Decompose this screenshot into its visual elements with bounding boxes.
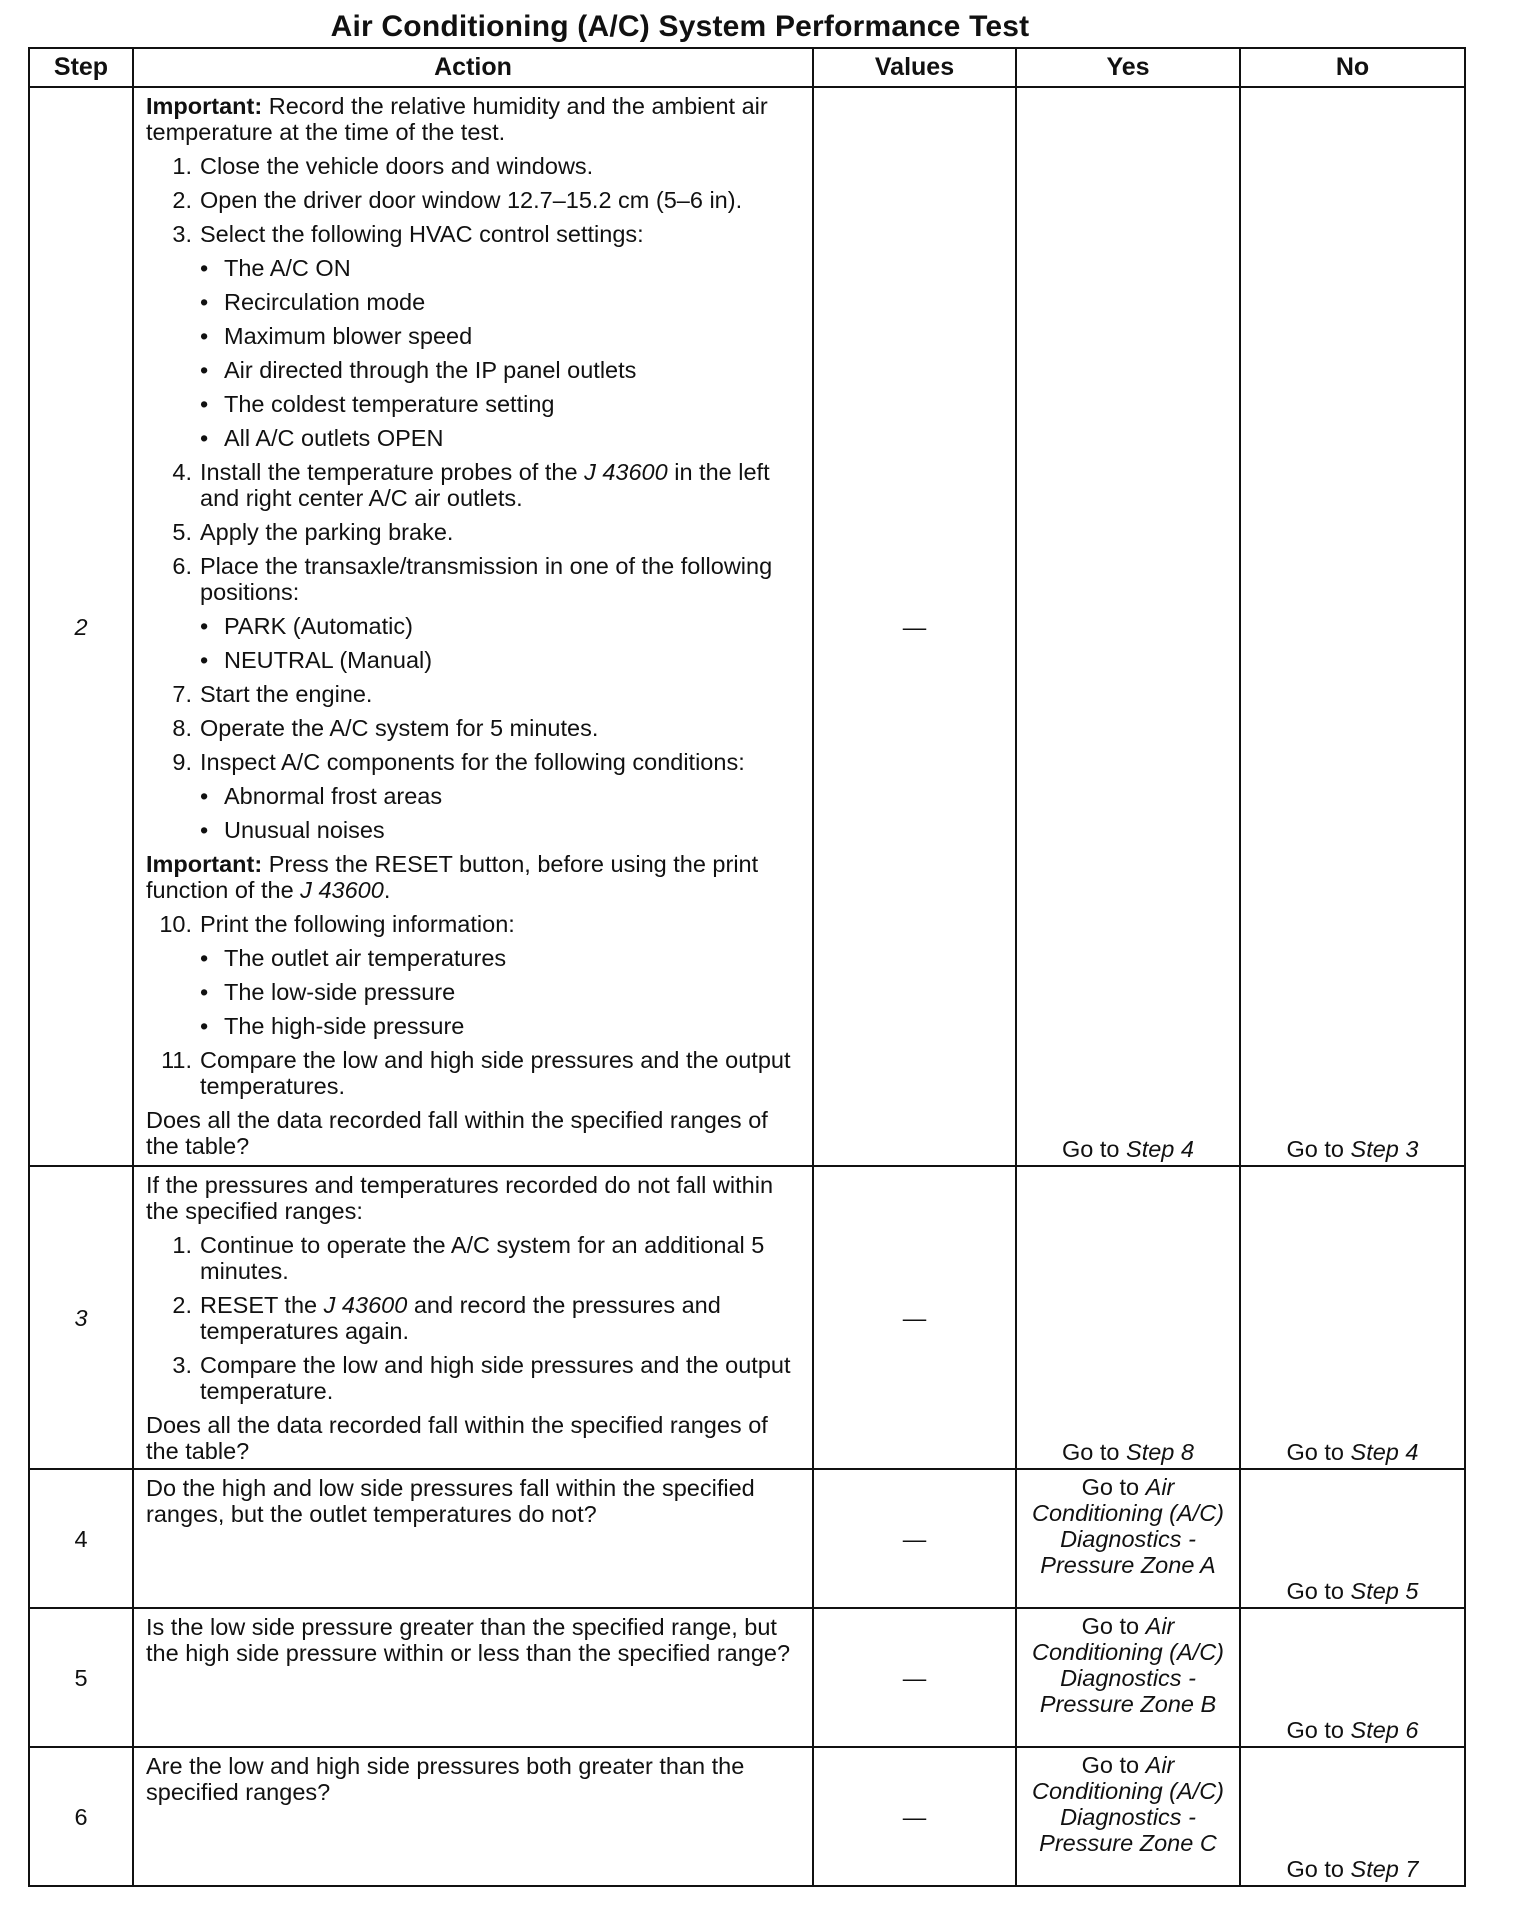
no-cell (1240, 1166, 1465, 1469)
item-number: 3. (172, 1352, 192, 1378)
bullet-text: NEUTRAL (Manual) (224, 647, 433, 673)
action-cell (133, 1469, 813, 1608)
bullet-item (146, 945, 804, 971)
diagnostic-table (28, 47, 1466, 1887)
list-item (146, 715, 804, 741)
important-label: Important: (146, 93, 263, 119)
yes-answer: Go to Air Conditioning (A/C) Diagnostics - Pressure Zone C (1031, 1752, 1224, 1856)
table-row (29, 1166, 1465, 1469)
bullet-text: PARK (Automatic) (224, 613, 413, 639)
item-number: 7. (172, 681, 192, 707)
values-dash: — (902, 1803, 927, 1830)
yes-answer: Go to Step 4 (1062, 1136, 1194, 1162)
bullet-item (146, 817, 804, 843)
bullet-item (146, 357, 804, 383)
bullet-icon: • (200, 391, 209, 417)
yes-answer: Go to Step 8 (1062, 1439, 1194, 1465)
step-link[interactable]: Step 6 (1350, 1717, 1419, 1743)
no-answer: Go to Step 5 (1286, 1578, 1419, 1604)
bullet-icon: • (200, 945, 209, 971)
page-title: Air Conditioning (A/C) System Performance Test (330, 10, 1030, 43)
bullet-text: The outlet air temperatures (224, 945, 507, 971)
item-number: 1. (172, 153, 192, 179)
item-number: 9. (172, 749, 192, 775)
item-text: Continue to operate the A/C system for an additional 5 minutes. (200, 1232, 765, 1284)
yes-cell (1016, 1469, 1240, 1608)
values-dash: — (902, 1304, 927, 1331)
step-link[interactable]: Step 7 (1350, 1856, 1419, 1882)
action-cell (133, 87, 813, 1166)
intro-text: If the pressures and temperatures recorded do not fall within the specified ranges: (146, 1172, 774, 1224)
no-cell (1240, 1608, 1465, 1747)
bullet-item (146, 255, 804, 281)
step-number: 6 (29, 1747, 133, 1886)
header-step: Step (29, 48, 133, 87)
table-row (29, 1469, 1465, 1608)
bullet-icon: • (200, 323, 209, 349)
header-values: Values (813, 48, 1016, 87)
bullet-icon: • (200, 255, 209, 281)
list-item (146, 1292, 804, 1344)
bullet-text: All A/C outlets OPEN (224, 425, 444, 451)
item-text: Operate the A/C system for 5 minutes. (200, 715, 599, 741)
step-link[interactable]: Step 5 (1350, 1578, 1419, 1604)
item-text: Compare the low and high side pressures and the output temperature. (200, 1352, 791, 1404)
list-item (146, 681, 804, 707)
values-dash: — (902, 1664, 927, 1691)
list-item (146, 1352, 804, 1404)
item-text: Install the temperature probes of the J 43600 in the left and right center A/C air outlets. (200, 459, 770, 511)
diagnostic-link[interactable]: Air Conditioning (A/C) Diagnostics - Pressure Zone A (1031, 1474, 1224, 1578)
bullet-text: The high-side pressure (224, 1013, 465, 1039)
bullet-item (146, 323, 804, 349)
question-text: Does all the data recorded fall within the specified ranges of the table? (146, 1412, 768, 1464)
header-yes: Yes (1016, 48, 1240, 87)
step-number: 2 (29, 87, 133, 1166)
item-number: 5. (172, 519, 192, 545)
step-number: 3 (29, 1166, 133, 1469)
action-cell (133, 1608, 813, 1747)
table-row (29, 1608, 1465, 1747)
step-link[interactable]: Step 8 (1126, 1439, 1194, 1465)
item-number: 4. (172, 459, 192, 485)
important-note: Important: Press the RESET button, before using the print function of the J 43600. (146, 851, 759, 903)
item-text: Start the engine. (200, 681, 373, 707)
item-text: Place the transaxle/transmission in one of the following positions: (200, 553, 773, 605)
bullet-text: Maximum blower speed (224, 323, 473, 349)
bullet-icon: • (200, 783, 209, 809)
no-cell (1240, 1747, 1465, 1886)
question-text: Are the low and high side pressures both greater than the specified ranges? (146, 1753, 745, 1805)
question-text: Do the high and low side pressures fall within the specified ranges, but the outlet temperatures do not? (146, 1475, 755, 1527)
action-cell (133, 1747, 813, 1886)
item-number: 2. (172, 1292, 192, 1318)
bullet-text: Recirculation mode (224, 289, 426, 315)
list-item (146, 519, 804, 545)
step-link[interactable]: Step 4 (1350, 1439, 1419, 1465)
bullet-icon: • (200, 357, 209, 383)
no-cell (1240, 87, 1465, 1166)
no-cell (1240, 1469, 1465, 1608)
item-text: Print the following information: (200, 911, 515, 937)
bullet-item (146, 391, 804, 417)
tool-reference: J 43600 (323, 1292, 408, 1318)
item-text: Apply the parking brake. (200, 519, 454, 545)
list-item (146, 221, 804, 247)
tool-reference: J 43600 (584, 459, 668, 485)
action-cell (133, 1166, 813, 1469)
bullet-icon: • (200, 425, 209, 451)
bullet-icon: • (200, 613, 209, 639)
values-cell (813, 1747, 1016, 1886)
list-item (146, 1232, 804, 1284)
item-text: Open the driver door window 12.7–15.2 cm (5–6 in). (200, 187, 743, 213)
yes-cell (1016, 1608, 1240, 1747)
bullet-text: Unusual noises (224, 817, 385, 843)
bullet-item (146, 425, 804, 451)
bullet-text: Air directed through the IP panel outlets (224, 357, 637, 383)
header-row (29, 48, 1465, 87)
tool-reference: J 43600 (300, 877, 384, 903)
item-text: Close the vehicle doors and windows. (200, 153, 594, 179)
item-number: 2. (172, 187, 192, 213)
item-number: 6. (172, 553, 192, 579)
list-item (146, 1047, 804, 1099)
no-answer: Go to Step 7 (1286, 1856, 1419, 1882)
header-no: No (1240, 48, 1465, 87)
list-item (146, 553, 804, 605)
item-number: 11. (161, 1047, 192, 1073)
bullet-icon: • (200, 289, 209, 315)
yes-answer: Go to Air Conditioning (A/C) Diagnostics - Pressure Zone B (1031, 1613, 1224, 1717)
bullet-text: Abnormal frost areas (224, 783, 443, 809)
important-label: Important: (146, 851, 263, 877)
item-text: Compare the low and high side pressures and the output temperatures. (200, 1047, 791, 1099)
yes-cell (1016, 1747, 1240, 1886)
item-text: Select the following HVAC control settings: (200, 221, 644, 247)
no-answer: Go to Step 4 (1286, 1439, 1419, 1465)
item-number: 1. (172, 1232, 192, 1258)
item-text: RESET the J 43600 and record the pressures and temperatures again. (200, 1292, 721, 1344)
diagnostic-link[interactable]: Air Conditioning (A/C) Diagnostics - Pressure Zone C (1031, 1752, 1224, 1856)
diagnostic-link[interactable]: Air Conditioning (A/C) Diagnostics - Pressure Zone B (1031, 1613, 1224, 1717)
bullet-text: The coldest temperature setting (224, 391, 555, 417)
header-action: Action (133, 48, 813, 87)
bullet-icon: • (200, 817, 209, 843)
step-number: 5 (29, 1608, 133, 1747)
list-item (146, 187, 804, 213)
question-text: Is the low side pressure greater than the specified range, but the high side pressure within or less than the specified range? (146, 1614, 791, 1666)
step-link[interactable]: Step 4 (1126, 1136, 1194, 1162)
table-row (29, 1747, 1465, 1886)
item-number: 10. (159, 911, 192, 937)
no-answer: Go to Step 3 (1286, 1136, 1419, 1162)
values-dash: — (902, 1525, 927, 1552)
bullet-item (146, 979, 804, 1005)
bullet-text: The A/C ON (224, 255, 351, 281)
bullet-icon: • (200, 647, 209, 673)
values-cell (813, 1166, 1016, 1469)
list-item (146, 153, 804, 179)
item-number: 3. (172, 221, 192, 247)
yes-cell (1016, 1166, 1240, 1469)
list-item (146, 749, 804, 775)
bullet-item (146, 647, 804, 673)
values-cell (813, 1608, 1016, 1747)
step-link[interactable]: Step 3 (1350, 1136, 1419, 1162)
yes-cell (1016, 87, 1240, 1166)
values-cell (813, 87, 1016, 1166)
step-number: 4 (29, 1469, 133, 1608)
bullet-item (146, 613, 804, 639)
bullet-text: The low-side pressure (224, 979, 456, 1005)
item-number: 8. (172, 715, 192, 741)
important-text: Record the relative humidity and the ambient air temperature at the time of the test. (146, 93, 768, 145)
bullet-icon: • (200, 1013, 209, 1039)
important-note (146, 93, 804, 145)
yes-answer: Go to Air Conditioning (A/C) Diagnostics - Pressure Zone A (1031, 1474, 1224, 1578)
list-item (146, 459, 804, 511)
no-answer: Go to Step 6 (1286, 1717, 1419, 1743)
table-row (29, 87, 1465, 1166)
list-item (146, 911, 804, 937)
bullet-item (146, 783, 804, 809)
bullet-item (146, 289, 804, 315)
values-cell (813, 1469, 1016, 1608)
values-dash: — (902, 613, 927, 640)
bullet-item (146, 1013, 804, 1039)
question-text: Does all the data recorded fall within the specified ranges of the table? (146, 1107, 768, 1159)
bullet-icon: • (200, 979, 209, 1005)
item-text: Inspect A/C components for the following conditions: (200, 749, 745, 775)
